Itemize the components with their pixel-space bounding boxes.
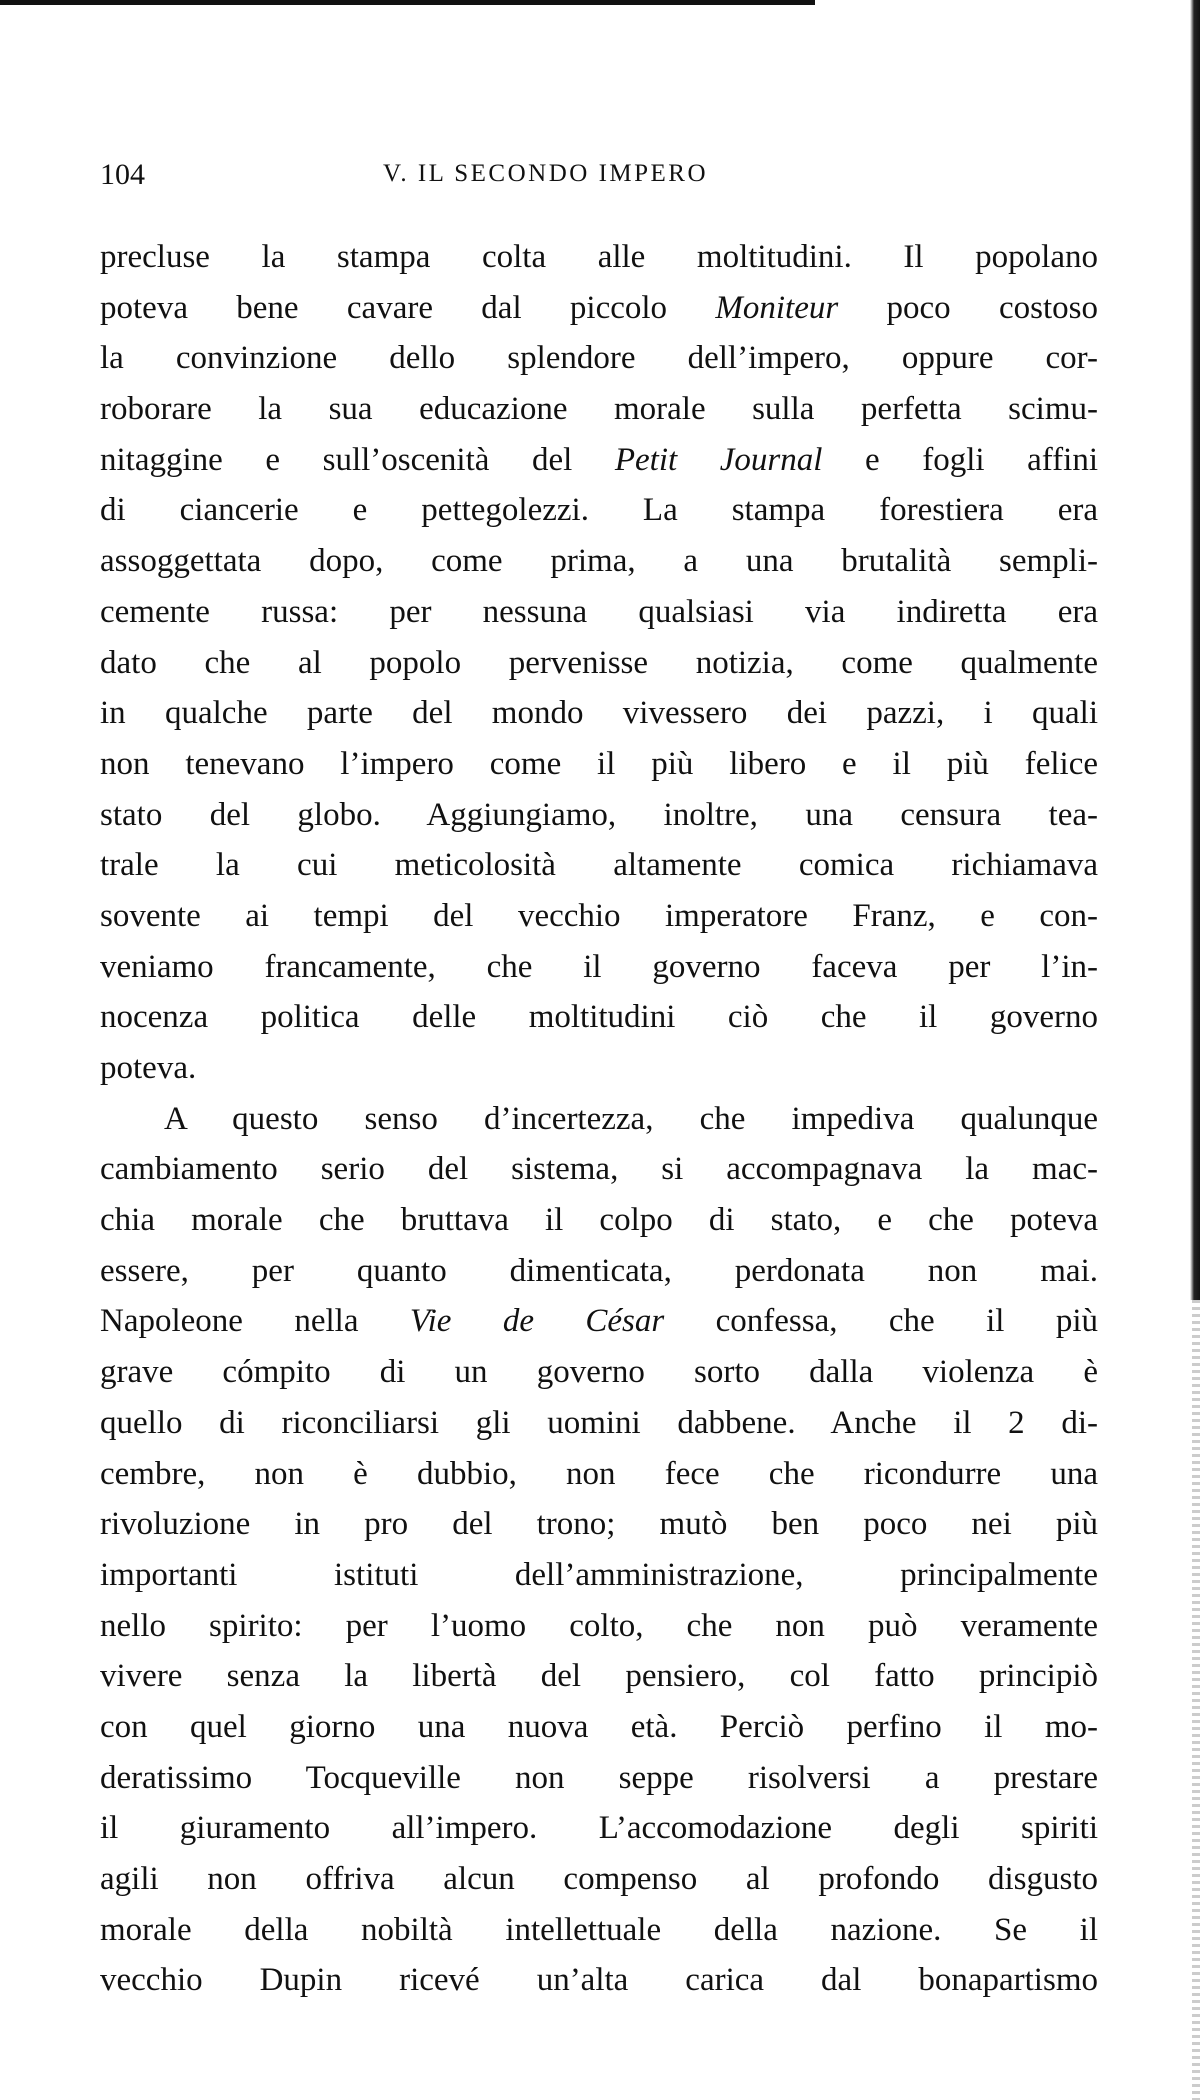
text-line: assoggettata dopo, come prima, a una brutalità sempli- <box>100 543 1098 580</box>
text-line: di ciancerie e pettegolezzi. La stampa forestiera era <box>100 492 1098 529</box>
text-line: precluse la stampa colta alle moltitudini. Il popolano <box>100 239 1098 275</box>
page-header <box>100 158 1100 198</box>
paragraph <box>100 1094 1098 2006</box>
text-line: cambiamento serio del sistema, si accompagnava la mac- <box>100 1151 1098 1188</box>
paragraph <box>100 232 1098 1094</box>
running-title: V. IL SECONDO IMPERO <box>383 160 709 187</box>
scan-top-edge <box>0 0 815 5</box>
page-number: 104 <box>100 158 145 191</box>
text-line: quello di riconciliarsi gli uomini dabbene. Anche il 2 di- <box>100 1404 1098 1441</box>
text-line: nitaggine e sull’oscenità del Petit Journal e fogli affini <box>100 441 1098 478</box>
text-line: cembre, non è dubbio, non fece che ricondurre una <box>100 1455 1098 1492</box>
text-line: nocenza politica delle moltitudini ciò che il governo <box>100 999 1098 1036</box>
body-text <box>100 232 1098 2006</box>
text-line: grave cómpito di un governo sorto dalla violenza è <box>100 1354 1098 1391</box>
text-line: agili non offriva alcun compenso al profondo disgusto <box>100 1861 1098 1897</box>
text-line: roborare la sua educazione morale sulla perfetta scimu- <box>100 391 1098 428</box>
text-line: la convinzione dello splendore dell’impero, oppure cor- <box>100 340 1098 377</box>
text-line: deratissimo Tocqueville non seppe risolversi a prestare <box>100 1759 1098 1796</box>
text-line: non tenevano l’impero come il più libero e il più felice <box>100 745 1098 782</box>
text-line: chia morale che bruttava il colpo di stato, e che poteva <box>100 1202 1098 1239</box>
text-line: nello spirito: per l’uomo colto, che non può veramente <box>100 1607 1098 1644</box>
book-spine-shadow <box>1190 0 1200 1300</box>
text-line: Napoleone nella Vie de César confessa, che il più <box>100 1303 1098 1340</box>
text-line: morale della nobiltà intellettuale della nazione. Se il <box>100 1911 1098 1948</box>
text-line: in qualche parte del mondo vivessero dei pazzi, i quali <box>100 695 1098 732</box>
text-line: importanti istituti dell’amministrazione, principalmente <box>100 1556 1098 1593</box>
text-line: con quel giorno una nuova età. Perciò perfino il mo- <box>100 1708 1098 1745</box>
text-line: essere, per quanto dimenticata, perdonata non mai. <box>100 1252 1098 1289</box>
text-line: sovente ai tempi del vecchio imperatore Franz, e con- <box>100 897 1098 934</box>
text-line: stato del globo. Aggiungiamo, inoltre, una censura tea- <box>100 796 1098 833</box>
text-line: dato che al popolo pervenisse notizia, come qualmente <box>100 644 1098 681</box>
text-line: A questo senso d’incertezza, che impediva qualunque <box>164 1100 1098 1137</box>
text-line: vecchio Dupin ricevé un’alta carica dal bonapartismo <box>100 1962 1098 1999</box>
text-line: poteva bene cavare dal piccolo Moniteur poco costoso <box>100 289 1099 326</box>
text-line: il giuramento all’impero. L’accomodazione degli spiriti <box>100 1810 1098 1847</box>
text-line: trale la cui meticolosità altamente comica richiamava <box>100 847 1098 884</box>
text-line: rivoluzione in pro del trono; mutò ben poco nei più <box>100 1506 1098 1543</box>
text-line: poteva. <box>100 1050 197 1086</box>
text-line: cemente russa: per nessuna qualsiasi via indiretta era <box>100 593 1098 630</box>
book-edge-noise <box>1192 1300 1200 2100</box>
text-line: vivere senza la libertà del pensiero, col fatto principiò <box>100 1658 1098 1695</box>
text-line: veniamo francamente, che il governo faceva per l’in- <box>100 948 1098 985</box>
